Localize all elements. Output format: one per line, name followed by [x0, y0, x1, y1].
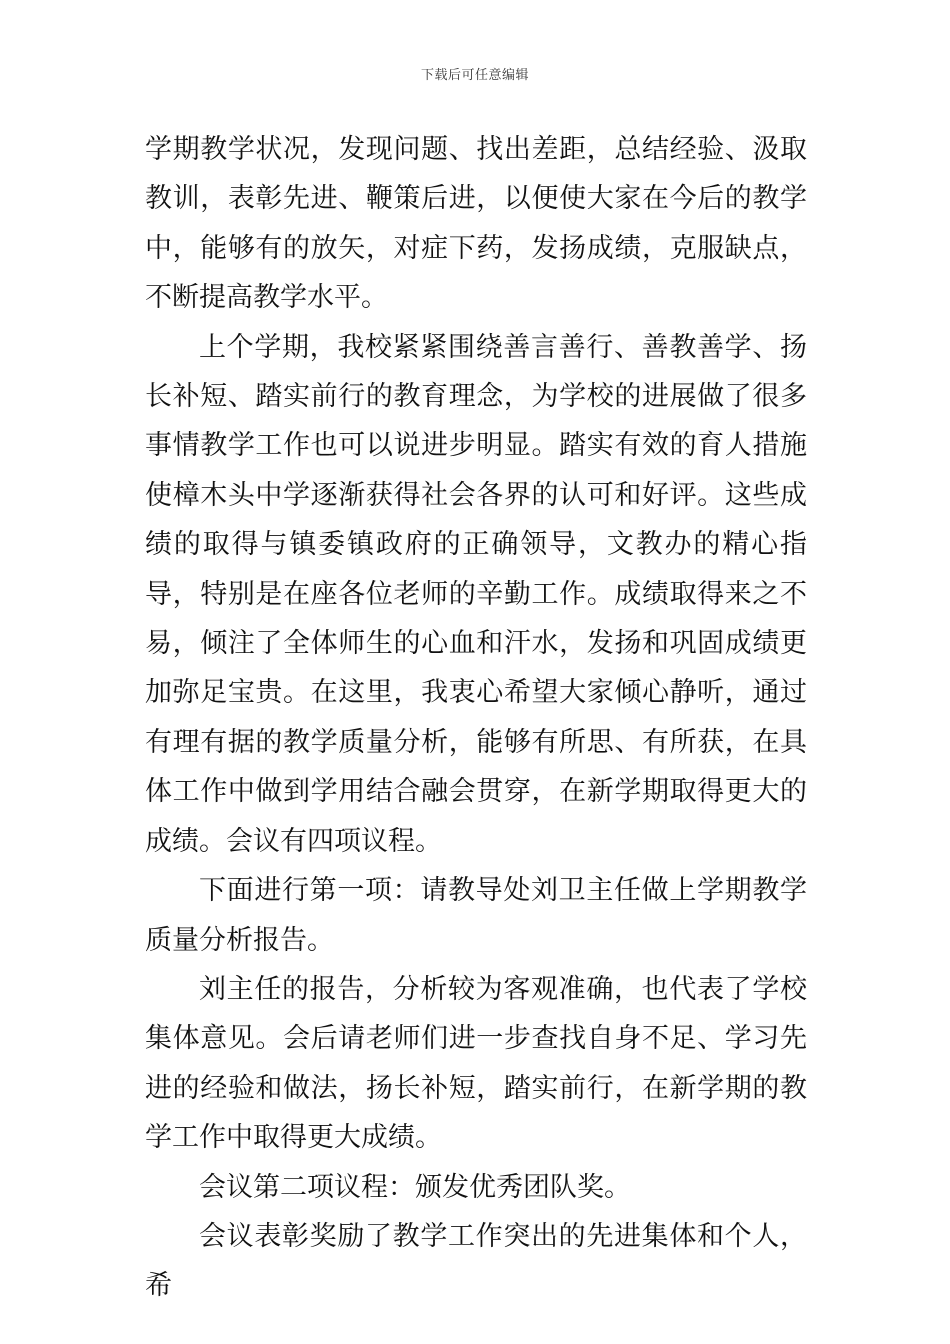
paragraph: 会议表彰奖励了教学工作突出的先进集体和个人，希 [145, 1220, 807, 1302]
document-body [145, 125, 807, 1311]
paragraph: 会议第二项议程：颁发优秀团队奖。 [199, 1171, 631, 1203]
paragraph: 刘主任的报告，分析较为客观准确，也代表了学校集体意见。会后请老师们进一步查找自身不足、学习先进的经验和做法，扬长补短，踏实前行，在新学期的教学工作中取得更大成绩。 [145, 973, 807, 1154]
page-header: 下载后可任意编辑 [420, 68, 529, 83]
paragraph: 下面进行第一项：请教导处刘卫主任做上学期教学质量分析报告。 [145, 875, 807, 956]
paragraph: 学期教学状况，发现问题、找出差距，总结经验、汲取教训，表彰先进、鞭策后进，以便使大家在今后的教学中，能够有的放矢，对症下药，发扬成绩，克服缺点，不断提高教学水平。 [145, 134, 807, 314]
paragraph: 上个学期，我校紧紧围绕善言善行、善教善学、扬长补短、踏实前行的教育理念，为学校的进展做了很多事情教学工作也可以说进步明显。踏实有效的育人措施使樟木头中学逐渐获得社会各界的认可和好评。这些成绩的取得与镇委镇政府的正确领导，文教办的精心指导，特别是在座各位老师的辛勤工作。成绩取得来之不易，倾注了全体师生的心血和汗水，发扬和巩固成绩更加弥足宝贵。在这里，我衷心希望大家倾心静听，通过有理有据的教学质量分析，能够有所思、有所获，在具体工作中做到学用结合融会贯穿，在新学期取得更大的成绩。会议有四项议程。 [145, 331, 807, 857]
